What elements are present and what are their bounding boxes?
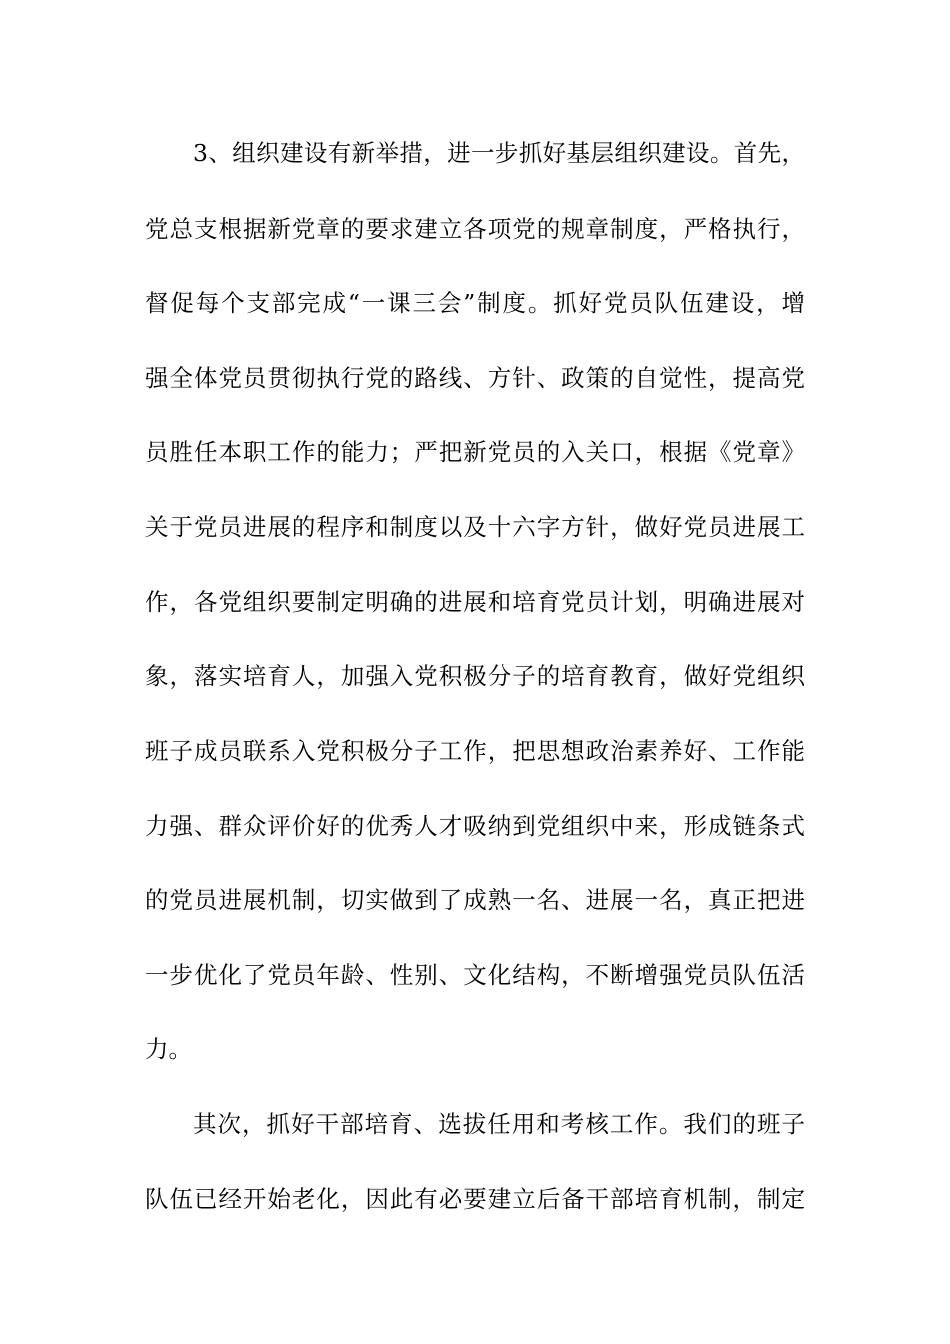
paragraph-1-line-8: 象，落实培育人，加强入党积极分子的培育教育，做好党组织 bbox=[145, 662, 805, 690]
paragraph-1-line-5: 员胜任本职工作的能力；严把新党员的入关口，根据《党章》 bbox=[145, 438, 805, 466]
paragraph-1-line-13: 力。 bbox=[145, 1035, 192, 1063]
paragraph-1-line-6: 关于党员进展的程序和制度以及十六字方针，做好党员进展工 bbox=[145, 513, 805, 541]
paragraph-1-line-9: 班子成员联系入党积极分子工作，把思想政治素养好、工作能 bbox=[145, 737, 805, 765]
paragraph-2-line-1: 其次，抓好干部培育、选拔任用和考核工作。我们的班子 bbox=[193, 1110, 805, 1138]
paragraph-1-line-2: 党总支根据新党章的要求建立各项党的规章制度，严格执行， bbox=[145, 215, 805, 243]
paragraph-1-line-10: 力强、群众评价好的优秀人才吸纳到党组织中来，形成链条式 bbox=[145, 812, 805, 840]
paragraph-1-line-1: 3、组织建设有新举措，进一步抓好基层组织建设。首先， bbox=[193, 139, 805, 167]
paragraph-1-line-4: 强全体党员贯彻执行党的路线、方针、政策的自觉性，提高党 bbox=[145, 364, 805, 392]
paragraph-1-line-7: 作，各党组织要制定明确的进展和培育党员计划，明确进展对 bbox=[145, 588, 805, 616]
paragraph-1-line-3: 督促每个支部完成“一课三会”制度。抓好党员队伍建设，增 bbox=[145, 289, 805, 317]
paragraph-1-line-12: 一步优化了党员年龄、性别、文化结构，不断增强党员队伍活 bbox=[145, 961, 805, 989]
paragraph-1-line-11: 的党员进展机制，切实做到了成熟一名、进展一名，真正把进 bbox=[145, 886, 805, 914]
paragraph-2-line-2: 队伍已经开始老化，因此有必要建立后备干部培育机制，制定 bbox=[145, 1185, 805, 1213]
